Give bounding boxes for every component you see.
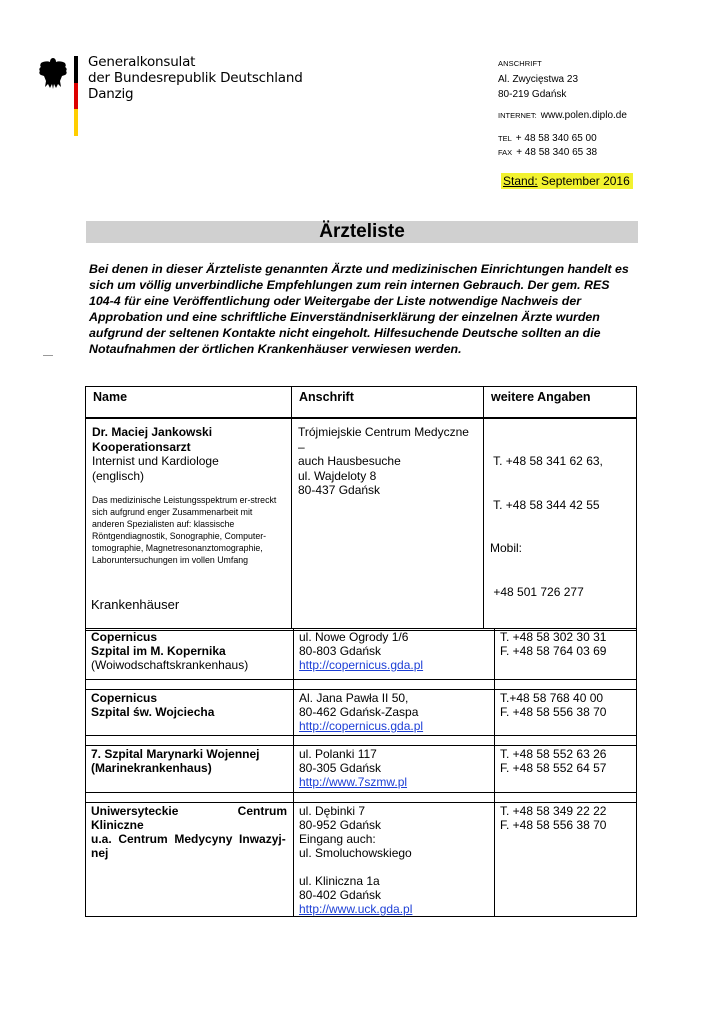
hospital-name-line: nej [91,846,109,860]
row-spacer [86,793,637,803]
hospital-contact-cell [495,690,637,736]
hospital-name-line: Szpital im M. Kopernika [91,644,226,658]
disclaimer-text: Bei denen in dieser Ärzteliste genannten Ärzte und medizinischen Einrichtungen handelt es sich um völlig unverbindliche Empfehlungen zum rein internen Gebrauch. Der gem. RES 104-4 für eine Veröffentlichung oder Weitergabe der Liste notwendige Nachweis der Approbation und eine schriftliche Einverständniserklärung der einzelnen Ärzte wurden aufgrund der seltenen Kontakte nicht eingeholt. Hilfesuchende Deutsche sollten an die Notaufnahmen der örtlichen Krankenhäuser verwiesen werden. [89,262,629,356]
section-heading: Krankenhäuser [91,597,180,612]
table-row [86,629,637,680]
hospital-website-link[interactable]: http://copernicus.gda.pl [299,658,424,672]
address-line: Trójmiejskie Centrum Medyczne – [298,425,469,454]
address-label: ANSCHRIFT [498,59,542,68]
margin-mark [43,355,53,356]
hospital-website-link[interactable]: http://www.uck.gda.pl [299,902,413,916]
address-line: 80-305 Gdańsk [299,761,382,775]
contact-line: F. +48 58 556 38 70 [500,705,607,719]
address-line: 80-803 Gdańsk [299,644,382,658]
table-row [86,746,637,793]
address-line: ul. Wajdeloty 8 [298,468,377,483]
contact-line: T. +48 58 344 42 55 [490,497,600,512]
address-line: ul. Smoluchowskiego [299,846,412,860]
hospital-name-line: u.a. Centrum Medycyny Inwazyj- [91,832,286,846]
contact-line: F. +48 58 556 38 70 [500,818,607,832]
org-line: Generalkonsulat [88,54,196,70]
stand-label: Stand: [503,174,538,188]
contact-line: T. +48 58 302 30 31 [500,630,607,644]
internet-label: INTERNET: [498,111,537,120]
doctor-role: Kooperationsarzt [92,439,191,454]
hospital-name-line: 7. Szpital Marynarki Wojennej [91,747,260,761]
hospital-contact-cell [495,629,637,680]
fax-number: + 48 58 340 65 38 [516,147,598,158]
status-date [501,173,633,189]
hospital-website-link[interactable]: http://copernicus.gda.pl [299,719,424,733]
table-row [86,803,637,917]
contact-line: T. +48 58 349 22 22 [500,804,607,818]
hospital-name-cell [86,629,294,680]
hospital-contact-cell [495,746,637,793]
hospital-address-cell [294,746,495,793]
hospital-address-cell [294,803,495,917]
hospital-name-line: Copernicus [91,630,158,644]
national-colors-stripe [74,56,78,136]
hospital-name-line: (Marinekrankenhaus) [91,761,212,775]
org-line: der Bundesrepublik Deutschland [88,70,303,86]
hospitals-table [85,628,637,917]
doctor-contact-cell [484,418,637,630]
contact-line: F. +48 58 552 64 57 [500,761,607,775]
address-line: 80-402 Gdańsk [299,888,382,902]
doctors-table [85,386,637,631]
tel-label: TEL [498,134,512,143]
address-line: Al. Jana Pawła II 50, [299,691,409,705]
doctor-address-cell [292,418,484,630]
row-spacer [86,736,637,746]
contact-block [498,57,627,159]
address-line: 80-952 Gdańsk [299,818,382,832]
contact-line: +48 501 726 277 [490,584,584,599]
consulate-name [88,54,303,102]
address-line: ul. Polanki 117 [299,747,377,761]
hospital-address-cell [294,690,495,736]
fax-label: FAX [498,148,513,157]
address-line [299,860,488,874]
hospital-name-line: Uniwersyteckie Centrum Kliniczne [91,804,287,832]
hospital-website-link[interactable]: http://www.7szmw.pl [299,775,408,789]
row-spacer [86,680,637,690]
contact-line: T. +48 58 552 63 26 [500,747,607,761]
address-line: ul. Nowe Ogrody 1/6 [299,630,409,644]
doctor-name: Dr. Maciej Jankowski [92,425,213,439]
page-title: Ärzteliste [319,221,405,242]
doctor-description: Das medizinische Leistungsspektrum er-streckt sich aufgrund enger Zusammenarbeit mit anderen Spezialisten auf: klassische Röntgendiagnostik, Sonographie, Computer-tomographie, Magnetresonanztomographie, Laboruntersuchungen im vollen Umfang [92,495,277,565]
contact-line: Mobil: [490,541,523,555]
hospital-address-cell [294,629,495,680]
address-line: Eingang auch: [299,832,376,846]
address-line: auch Hausbesuche [298,454,401,468]
column-header: Name [86,387,292,419]
tel-number: + 48 58 340 65 00 [515,133,597,144]
address-line: 80-462 Gdańsk-Zaspa [299,705,419,719]
hospital-note: (Woiwodschaftskrankenhaus) [91,658,249,672]
table-header-row [86,387,637,419]
hospital-name-cell [86,803,294,917]
doctor-language: (englisch) [92,468,145,483]
address-line: 80-219 Gdańsk [498,89,567,100]
hospital-name-cell [86,746,294,793]
org-line: Danzig [88,86,134,102]
doctor-specialty: Internist und Kardiologe [92,454,219,468]
contact-line: F. +48 58 764 03 69 [500,644,607,658]
hospital-contact-cell [495,803,637,917]
contact-line: T. +48 58 341 62 63, [490,454,603,468]
contact-line: T.+48 58 768 40 00 [500,691,604,705]
hospital-name-cell [86,690,294,736]
website: www.polen.diplo.de [540,110,627,121]
address-line: ul. Dębinki 7 [299,804,366,818]
federal-eagle-icon [38,56,68,90]
column-header: Anschrift [292,387,484,419]
hospital-name-line: Szpital św. Wojciecha [91,705,215,719]
column-header: weitere Angaben [484,387,637,419]
title-bar [86,221,638,243]
stand-date: September 2016 [541,174,630,188]
address-line: 80-437 Gdańsk [298,483,381,497]
address-line: ul. Kliniczna 1a [299,874,380,888]
hospital-name-line: Copernicus [91,691,158,705]
address-line: Al. Zwycięstwa 23 [498,74,579,85]
table-row [86,690,637,736]
